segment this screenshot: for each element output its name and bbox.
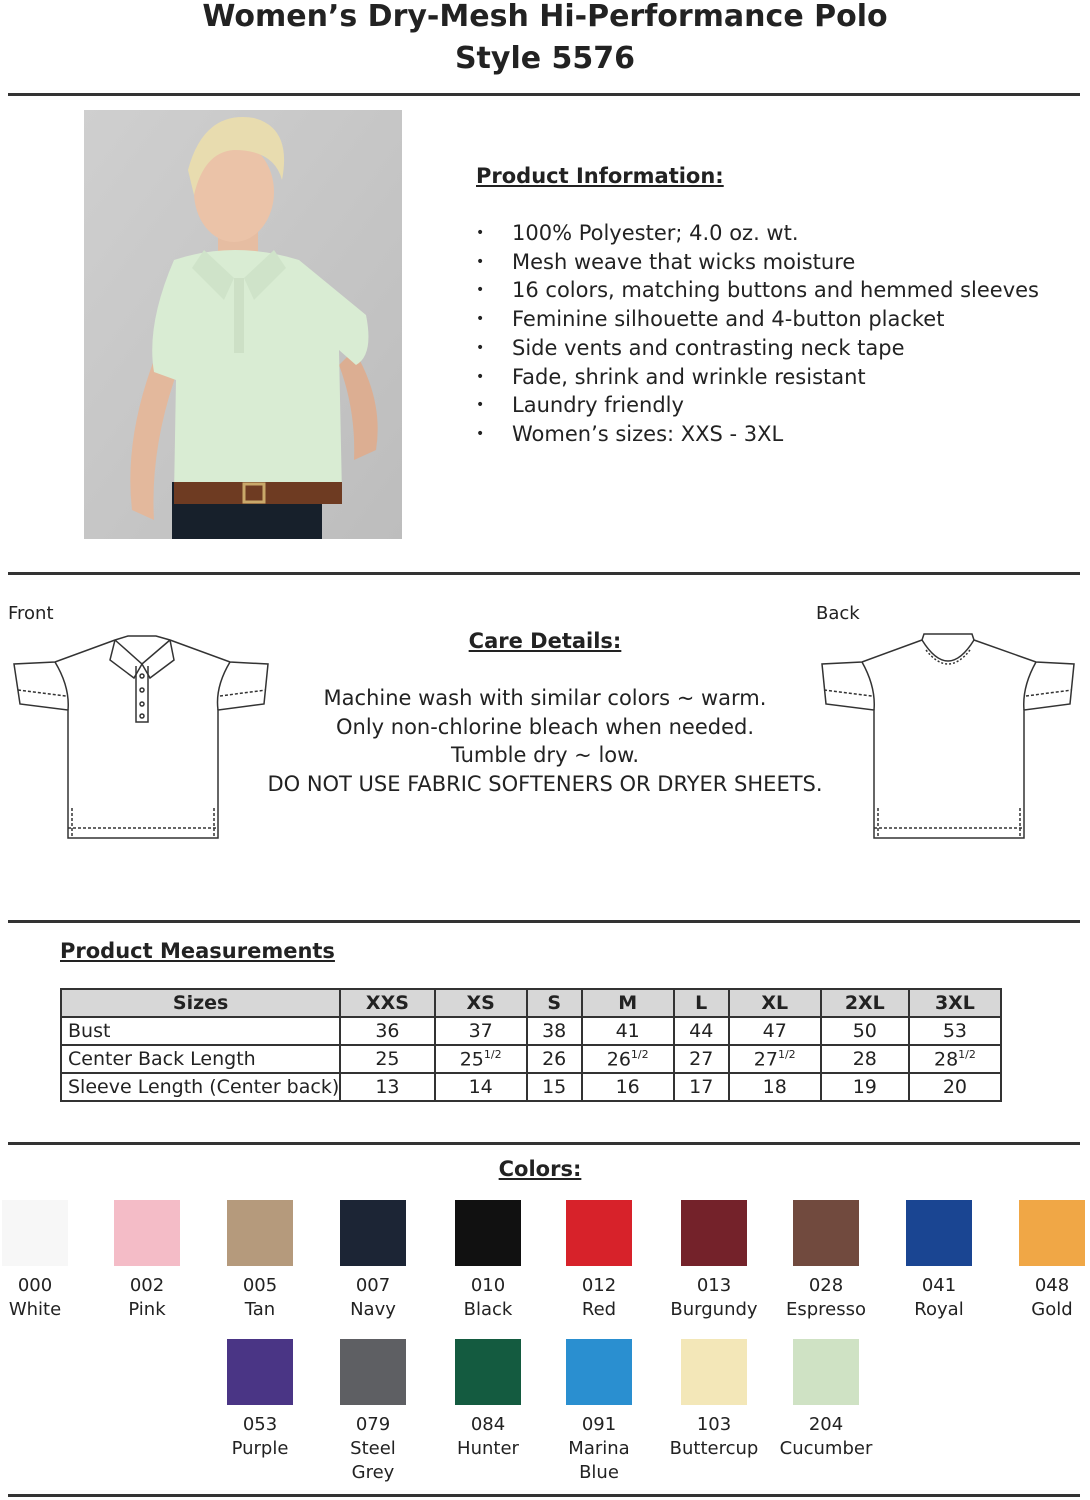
color-name: Gold xyxy=(1031,1299,1073,1320)
color-swatch[interactable] xyxy=(539,1200,659,1322)
color-name: Hunter xyxy=(457,1438,519,1459)
cell-fraction: 1/2 xyxy=(483,1047,502,1061)
swatch-chip xyxy=(681,1200,747,1266)
sizes-header: Sizes xyxy=(61,989,340,1017)
color-swatch[interactable] xyxy=(428,1339,548,1461)
color-code: 079 xyxy=(355,1414,391,1435)
color-code: 103 xyxy=(696,1414,732,1435)
table-cell xyxy=(674,1017,729,1045)
swatch-chip xyxy=(455,1339,521,1405)
color-name: Marina Blue xyxy=(568,1438,630,1483)
color-code: 012 xyxy=(581,1275,617,1296)
list-item: • Fade, shrink and wrinkle resistant xyxy=(476,363,1039,392)
table-row xyxy=(61,1073,1001,1101)
list-item: • Mesh weave that wicks moisture xyxy=(476,248,1039,277)
table-cell xyxy=(435,1073,527,1101)
care-line: Machine wash with similar colors ~ warm. xyxy=(323,686,767,710)
size-header: L xyxy=(674,989,729,1017)
color-name: Navy xyxy=(350,1299,396,1320)
swatch-chip xyxy=(1019,1200,1085,1266)
color-name: Cucumber xyxy=(779,1438,873,1459)
color-name: Tan xyxy=(244,1299,276,1320)
divider xyxy=(8,1494,1080,1497)
back-label: Back xyxy=(816,603,860,624)
cell-value: 37 xyxy=(468,1020,493,1042)
colors-heading: Colors: xyxy=(498,1157,582,1181)
list-item: • Feminine silhouette and 4-button placket xyxy=(476,305,1039,334)
table-cell xyxy=(340,1073,434,1101)
swatch-chip xyxy=(114,1200,180,1266)
table-cell xyxy=(729,1045,821,1073)
divider xyxy=(8,93,1080,96)
color-swatch[interactable] xyxy=(200,1200,320,1322)
swatch-chip xyxy=(793,1339,859,1405)
size-header: XS xyxy=(435,989,527,1017)
table-cell xyxy=(729,1073,821,1101)
color-code: 084 xyxy=(470,1414,506,1435)
cell-value: 28 xyxy=(852,1048,877,1070)
swatch-chip xyxy=(906,1200,972,1266)
swatch-chip xyxy=(793,1200,859,1266)
cell-value: 14 xyxy=(468,1076,493,1098)
color-swatch[interactable] xyxy=(766,1200,886,1322)
cell-value: 18 xyxy=(762,1076,787,1098)
swatch-chip xyxy=(455,1200,521,1266)
color-code: 048 xyxy=(1034,1275,1070,1296)
divider xyxy=(8,1142,1080,1145)
color-code: 007 xyxy=(355,1275,391,1296)
color-swatch[interactable] xyxy=(766,1339,886,1461)
cell-value: 44 xyxy=(689,1020,714,1042)
cell-value: 25 xyxy=(375,1048,400,1070)
front-label: Front xyxy=(8,603,54,624)
color-code: 204 xyxy=(808,1414,844,1435)
color-name: Burgundy xyxy=(670,1299,758,1320)
color-swatch[interactable] xyxy=(313,1200,433,1322)
cell-value: 25 xyxy=(459,1048,484,1071)
cell-fraction: 1/2 xyxy=(630,1047,649,1061)
color-code: 005 xyxy=(242,1275,278,1296)
color-name: Royal xyxy=(914,1299,964,1320)
color-name: Red xyxy=(581,1299,617,1320)
color-name: Pink xyxy=(128,1299,166,1320)
cell-fraction: 1/2 xyxy=(958,1047,976,1061)
swatch-chip xyxy=(566,1200,632,1266)
list-item: • Laundry friendly xyxy=(476,391,1039,420)
cell-value: 26 xyxy=(542,1048,567,1070)
color-name: Black xyxy=(463,1299,513,1320)
table-cell xyxy=(674,1045,729,1073)
row-label: Center Back Length xyxy=(61,1045,340,1073)
color-code: 000 xyxy=(17,1275,53,1296)
cell-value: 26 xyxy=(606,1048,631,1071)
table-cell xyxy=(527,1045,582,1073)
cell-value: 13 xyxy=(375,1076,400,1098)
color-code: 053 xyxy=(242,1414,278,1435)
cell-value: 16 xyxy=(615,1076,640,1098)
table-cell xyxy=(729,1017,821,1045)
care-instructions xyxy=(220,684,870,799)
table-cell xyxy=(340,1017,434,1045)
color-code: 002 xyxy=(129,1275,165,1296)
color-swatch[interactable] xyxy=(879,1200,999,1322)
size-header: 3XL xyxy=(909,989,1001,1017)
cell-value: 50 xyxy=(852,1020,877,1042)
table-cell xyxy=(527,1017,582,1045)
size-header: XXS xyxy=(340,989,434,1017)
table-cell xyxy=(435,1045,527,1073)
cell-value: 38 xyxy=(542,1020,567,1042)
swatch-chip xyxy=(681,1339,747,1405)
measurements-table xyxy=(60,988,1002,1102)
color-swatch[interactable] xyxy=(0,1200,95,1322)
size-header: XL xyxy=(729,989,821,1017)
color-code: 010 xyxy=(470,1275,506,1296)
cell-value: 27 xyxy=(753,1048,778,1071)
color-swatch[interactable] xyxy=(654,1200,774,1322)
product-info-list xyxy=(476,219,1039,449)
color-name: Steel Grey xyxy=(350,1438,396,1483)
color-swatch[interactable] xyxy=(428,1200,548,1322)
table-cell xyxy=(821,1045,909,1073)
color-swatch[interactable] xyxy=(313,1339,433,1485)
page-title: Women’s Dry-Mesh Hi-Performance Polo xyxy=(202,0,888,34)
color-code: 013 xyxy=(696,1275,732,1296)
cell-value: 17 xyxy=(689,1076,714,1098)
care-heading: Care Details: xyxy=(468,629,622,653)
table-cell xyxy=(527,1073,582,1101)
color-name: Buttercup xyxy=(669,1438,759,1459)
cell-value: 28 xyxy=(933,1048,959,1071)
color-swatch[interactable] xyxy=(539,1339,659,1485)
size-header: S xyxy=(527,989,582,1017)
color-swatch[interactable] xyxy=(87,1200,207,1322)
product-info-heading: Product Information: xyxy=(476,164,724,188)
list-item: • Side vents and contrasting neck tape xyxy=(476,334,1039,363)
divider xyxy=(8,572,1080,575)
care-line: Tumble dry ~ low. xyxy=(450,743,640,768)
table-header-row xyxy=(61,989,1001,1017)
list-item: • 16 colors, matching buttons and hemmed sleeves xyxy=(476,276,1039,305)
cell-value: 20 xyxy=(942,1076,968,1098)
table-cell xyxy=(909,1045,1001,1073)
divider xyxy=(8,920,1080,923)
cell-value: 19 xyxy=(852,1076,877,1098)
swatch-chip xyxy=(227,1200,293,1266)
swatch-chip xyxy=(566,1339,632,1405)
color-name: Espresso xyxy=(785,1299,867,1320)
product-photo xyxy=(84,110,402,539)
cell-value: 15 xyxy=(542,1076,567,1098)
size-header: M xyxy=(582,989,674,1017)
table-cell xyxy=(821,1073,909,1101)
row-label: Bust xyxy=(61,1017,340,1045)
table-cell xyxy=(909,1017,1001,1045)
cell-value: 27 xyxy=(689,1048,714,1070)
care-line: DO NOT USE FABRIC SOFTENERS OR DRYER SHEETS. xyxy=(267,772,823,797)
swatch-chip xyxy=(2,1200,68,1266)
table-cell xyxy=(582,1073,674,1101)
swatch-chip xyxy=(340,1339,406,1405)
cell-value: 53 xyxy=(942,1020,968,1042)
table-cell xyxy=(340,1045,434,1073)
color-swatch[interactable] xyxy=(992,1200,1090,1322)
color-swatch[interactable] xyxy=(200,1339,320,1461)
table-cell xyxy=(582,1045,674,1073)
table-row xyxy=(61,1045,1001,1073)
table-cell xyxy=(821,1017,909,1045)
swatch-chip xyxy=(227,1339,293,1405)
table-cell xyxy=(435,1017,527,1045)
color-name: Purple xyxy=(231,1438,289,1459)
cell-value: 36 xyxy=(375,1020,400,1042)
color-name: White xyxy=(8,1299,62,1320)
list-item: • 100% Polyester; 4.0 oz. wt. xyxy=(476,219,1039,248)
row-label: Sleeve Length (Center back) xyxy=(61,1073,340,1101)
table-cell xyxy=(909,1073,1001,1101)
table-cell xyxy=(582,1017,674,1045)
color-swatch[interactable] xyxy=(654,1339,774,1461)
color-code: 028 xyxy=(808,1275,844,1296)
color-code: 041 xyxy=(921,1275,957,1296)
cell-value: 41 xyxy=(615,1020,640,1042)
style-number: Style 5576 xyxy=(454,41,636,76)
table-cell xyxy=(674,1073,729,1101)
care-line: Only non-chlorine bleach when needed. xyxy=(335,714,754,739)
table-row xyxy=(61,1017,1001,1045)
measurements-heading: Product Measurements xyxy=(60,939,335,963)
cell-fraction: 1/2 xyxy=(777,1047,796,1061)
swatch-chip xyxy=(340,1200,406,1266)
size-header: 2XL xyxy=(821,989,909,1017)
cell-value: 47 xyxy=(762,1020,787,1042)
list-item: • Women’s sizes: XXS - 3XL xyxy=(476,420,1039,449)
color-code: 091 xyxy=(581,1414,617,1435)
